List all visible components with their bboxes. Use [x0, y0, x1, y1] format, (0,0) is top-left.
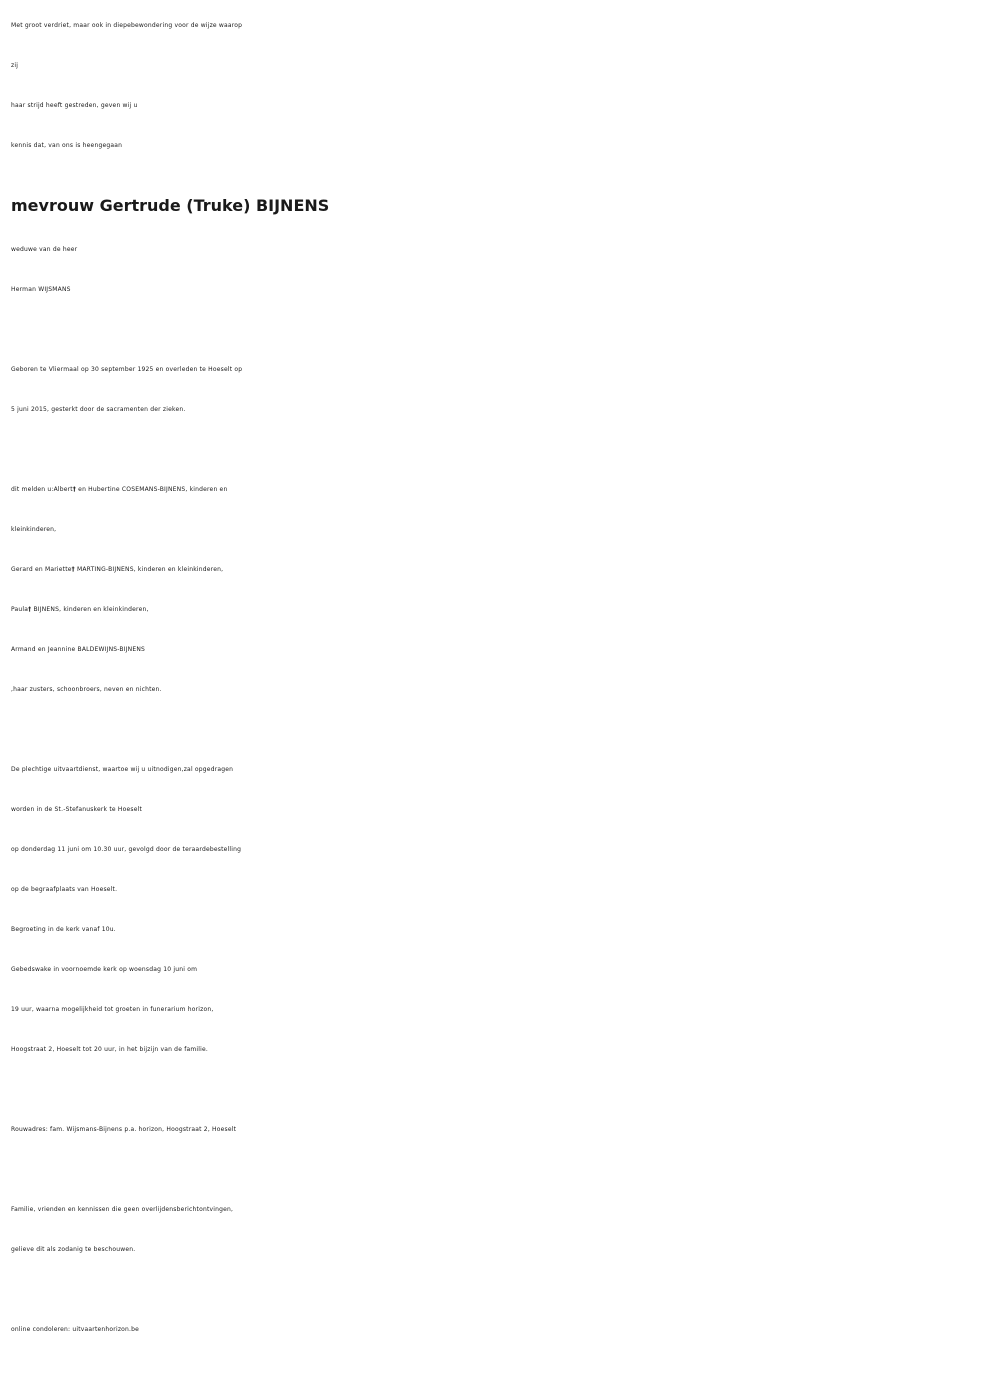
- family-line-3: Gerard en Mariette† MARTING-BIJNENS, kinderen en kleinkinderen,: [11, 566, 224, 573]
- spouse-name: Herman WIJSMANS: [11, 286, 71, 293]
- service-line-8: Hoogstraat 2, Hoeselt tot 20 uur, in het bijzijn van de familie.: [11, 1046, 209, 1053]
- service-line-5: Begroeting in de kerk vanaf 10u.: [11, 926, 116, 933]
- service-line-4: op de begraafplaats van Hoeselt.: [11, 886, 118, 893]
- service-line-1: De plechtige uitvaartdienst, waartoe wij u uitnodigen,zal opgedragen: [11, 766, 234, 773]
- family-line-4: Paula† BIJNENS, kinderen en kleinkinderen,: [11, 606, 149, 613]
- family-line-5: Armand en Jeannine BALDEWIJNS-BIJNENS: [11, 646, 146, 653]
- deceased-name: mevrouw Gertrude (Truke) BIJNENS: [11, 196, 330, 215]
- birth-death-line-2: 5 juni 2015, gesterkt door de sacramenten der zieken.: [11, 406, 186, 413]
- online-condolence: online condoleren: uitvaartenhorizon.be: [11, 1326, 140, 1333]
- family-line-2: kleinkinderen,: [11, 526, 57, 533]
- service-line-3: op donderdag 11 juni om 10.30 uur, gevolgd door de teraardebestelling: [11, 846, 242, 853]
- intro-line-1: Met groot verdriet, maar ook in diepebewondering voor de wijze waarop: [11, 22, 243, 29]
- notice-line-2: gelieve dit als zodanig te beschouwen.: [11, 1246, 136, 1253]
- birth-death-line-1: Geboren te Vliermaal op 30 september 1925 en overleden te Hoeselt op: [11, 366, 243, 373]
- cross-icon: †: [71, 566, 75, 573]
- family-line-1: dit melden u:Albert† en Hubertine COSEMANS-BIJNENS, kinderen en: [11, 486, 228, 493]
- intro-line-2: zij: [11, 62, 19, 69]
- widow-of: weduwe van de heer: [11, 246, 78, 253]
- service-line-6: Gebedswake in voornoemde kerk op woensdag 10 juni om: [11, 966, 198, 973]
- cross-icon: †: [72, 486, 77, 493]
- intro-line-4: kennis dat, van ons is heengegaan: [11, 142, 123, 149]
- intro-line-3: haar strijd heeft gestreden, geven wij u: [11, 102, 138, 109]
- notice-line-1: Familie, vrienden en kennissen die geen overlijdensberichtontvingen,: [11, 1206, 234, 1213]
- family-line-6: ,haar zusters, schoonbroers, neven en nichten.: [11, 686, 162, 693]
- mourning-address: Rouwadres: fam. Wijsmans-Bijnens p.a. horizon, Hoogstraat 2, Hoeselt: [11, 1126, 237, 1133]
- cross-icon: †: [28, 606, 32, 613]
- service-line-2: worden in de St.-Stefanuskerk te Hoeselt: [11, 806, 143, 813]
- service-line-7: 19 uur, waarna mogelijkheid tot groeten in funerarium horizon,: [11, 1006, 214, 1013]
- obituary-notice: [11, 6, 996, 1350]
